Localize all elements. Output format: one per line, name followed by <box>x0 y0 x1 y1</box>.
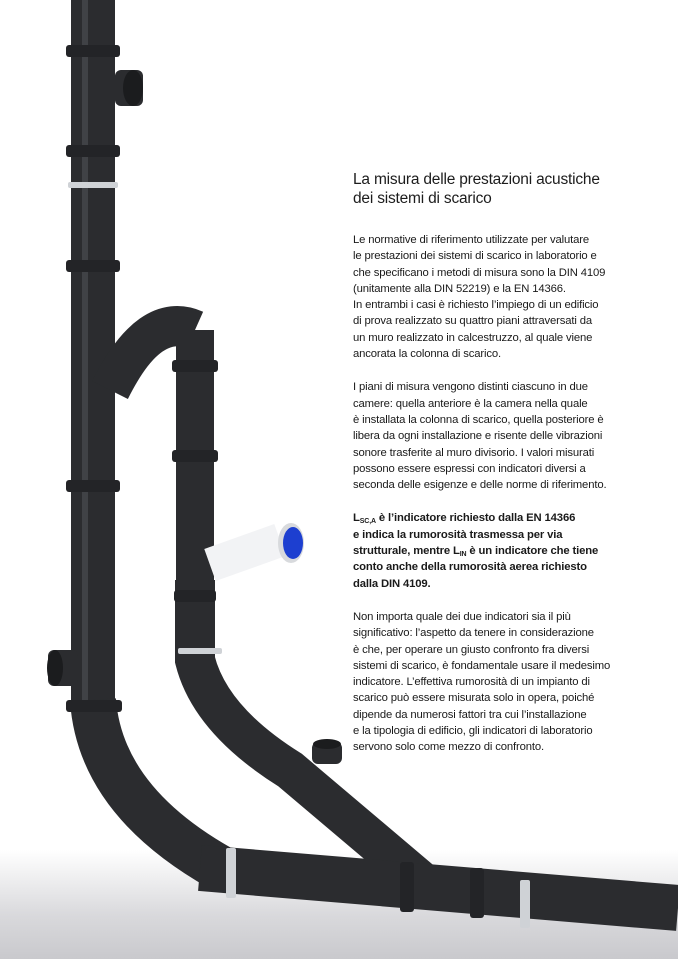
article-text-column <box>353 170 643 773</box>
text-line: dalla DIN 4109. <box>353 577 431 590</box>
text-line: I piani di misura vengono distinti ciascuno in due <box>353 381 588 394</box>
text-line: di prova realizzato su quattro piani attraversati da <box>353 315 592 328</box>
white-fitting-blue-cap <box>210 523 304 565</box>
text-line: servono solo come mezzo di confronto. <box>353 741 544 754</box>
text-line: indicatore. L’effettiva rumorosità di un impianto di <box>353 676 590 689</box>
pipe-clamp <box>68 182 118 188</box>
text-line: Non importa quale dei due indicatori sia il più <box>353 610 571 623</box>
pipe-clamp <box>226 848 236 898</box>
text-line: e la tipologia di edificio, gli indicatori di laboratorio <box>353 725 593 738</box>
text-line: sistemi di scarico, è fondamentale usare il medesimo <box>353 659 611 672</box>
pipe-clamp <box>520 880 530 928</box>
symbol-subscript: IN <box>459 551 467 559</box>
text-line: un muro realizzato in calcestruzzo, al quale viene <box>353 331 593 344</box>
pipe-clamp <box>178 648 222 654</box>
title-line-1: La misura delle prestazioni acustiche <box>353 171 600 188</box>
text-line: libera da ogni installazione e risente delle vibrazioni <box>353 430 603 443</box>
text-line: seconda delle esigenze e delle norme di riferimento. <box>353 479 607 492</box>
text-line: è un indicatore che tiene <box>466 545 599 558</box>
text-line: è installata la colonna di scarico, quella posteriore è <box>353 413 604 426</box>
title-line-2: dei sistemi di scarico <box>353 190 492 207</box>
text-line: sonore trasferite al muro divisorio. I valori misurati <box>353 446 595 459</box>
page-title <box>353 170 643 208</box>
text-line: camere: quella anteriore è la camera nella quale <box>353 397 588 410</box>
blue-cap-icon <box>283 527 303 559</box>
text-line: (unitamente alla DIN 52219) e la EN 14366. <box>353 282 566 295</box>
text-line: strutturale, mentre L <box>353 545 460 558</box>
paragraph-comparison <box>353 609 643 756</box>
paragraph-measurement-floors <box>353 379 643 493</box>
text-line: e indica la rumorosità trasmessa per via <box>353 528 563 541</box>
text-line: è che, per operare un giusto confronto fra diversi <box>353 643 590 656</box>
text-line: le prestazioni dei sistemi di scarico in laboratorio e <box>353 250 597 263</box>
bottom-horizontal-pipe <box>200 848 678 928</box>
text-line: dipende da numerosi fattori tra cui l’installazione <box>353 708 587 721</box>
symbol-l: L <box>353 512 360 525</box>
text-line: significativo: l’aspetto da tenere in considerazione <box>353 627 594 640</box>
text-line: è l’indicatore richiesto dalla EN 14366 <box>375 512 576 525</box>
paragraph-normative <box>353 232 643 362</box>
text-line: che specificano i metodi di misura sono la DIN 4109 <box>353 266 606 279</box>
text-line: possono essere espressi con indicatori diversi a <box>353 462 586 475</box>
text-line: ancorata la colonna di scarico. <box>353 348 501 361</box>
text-line: Le normative di riferimento utilizzate per valutare <box>353 234 589 246</box>
symbol-subscript: SC,A <box>359 518 376 526</box>
text-line: scarico può essere misurata solo in opera, poiché <box>353 692 595 705</box>
text-line: In entrambi i casi è richiesto l’impiego di un edificio <box>353 299 599 312</box>
text-line: conto anche della rumorosità aerea richiesto <box>353 561 587 574</box>
paragraph-indicators-bold <box>353 510 643 591</box>
